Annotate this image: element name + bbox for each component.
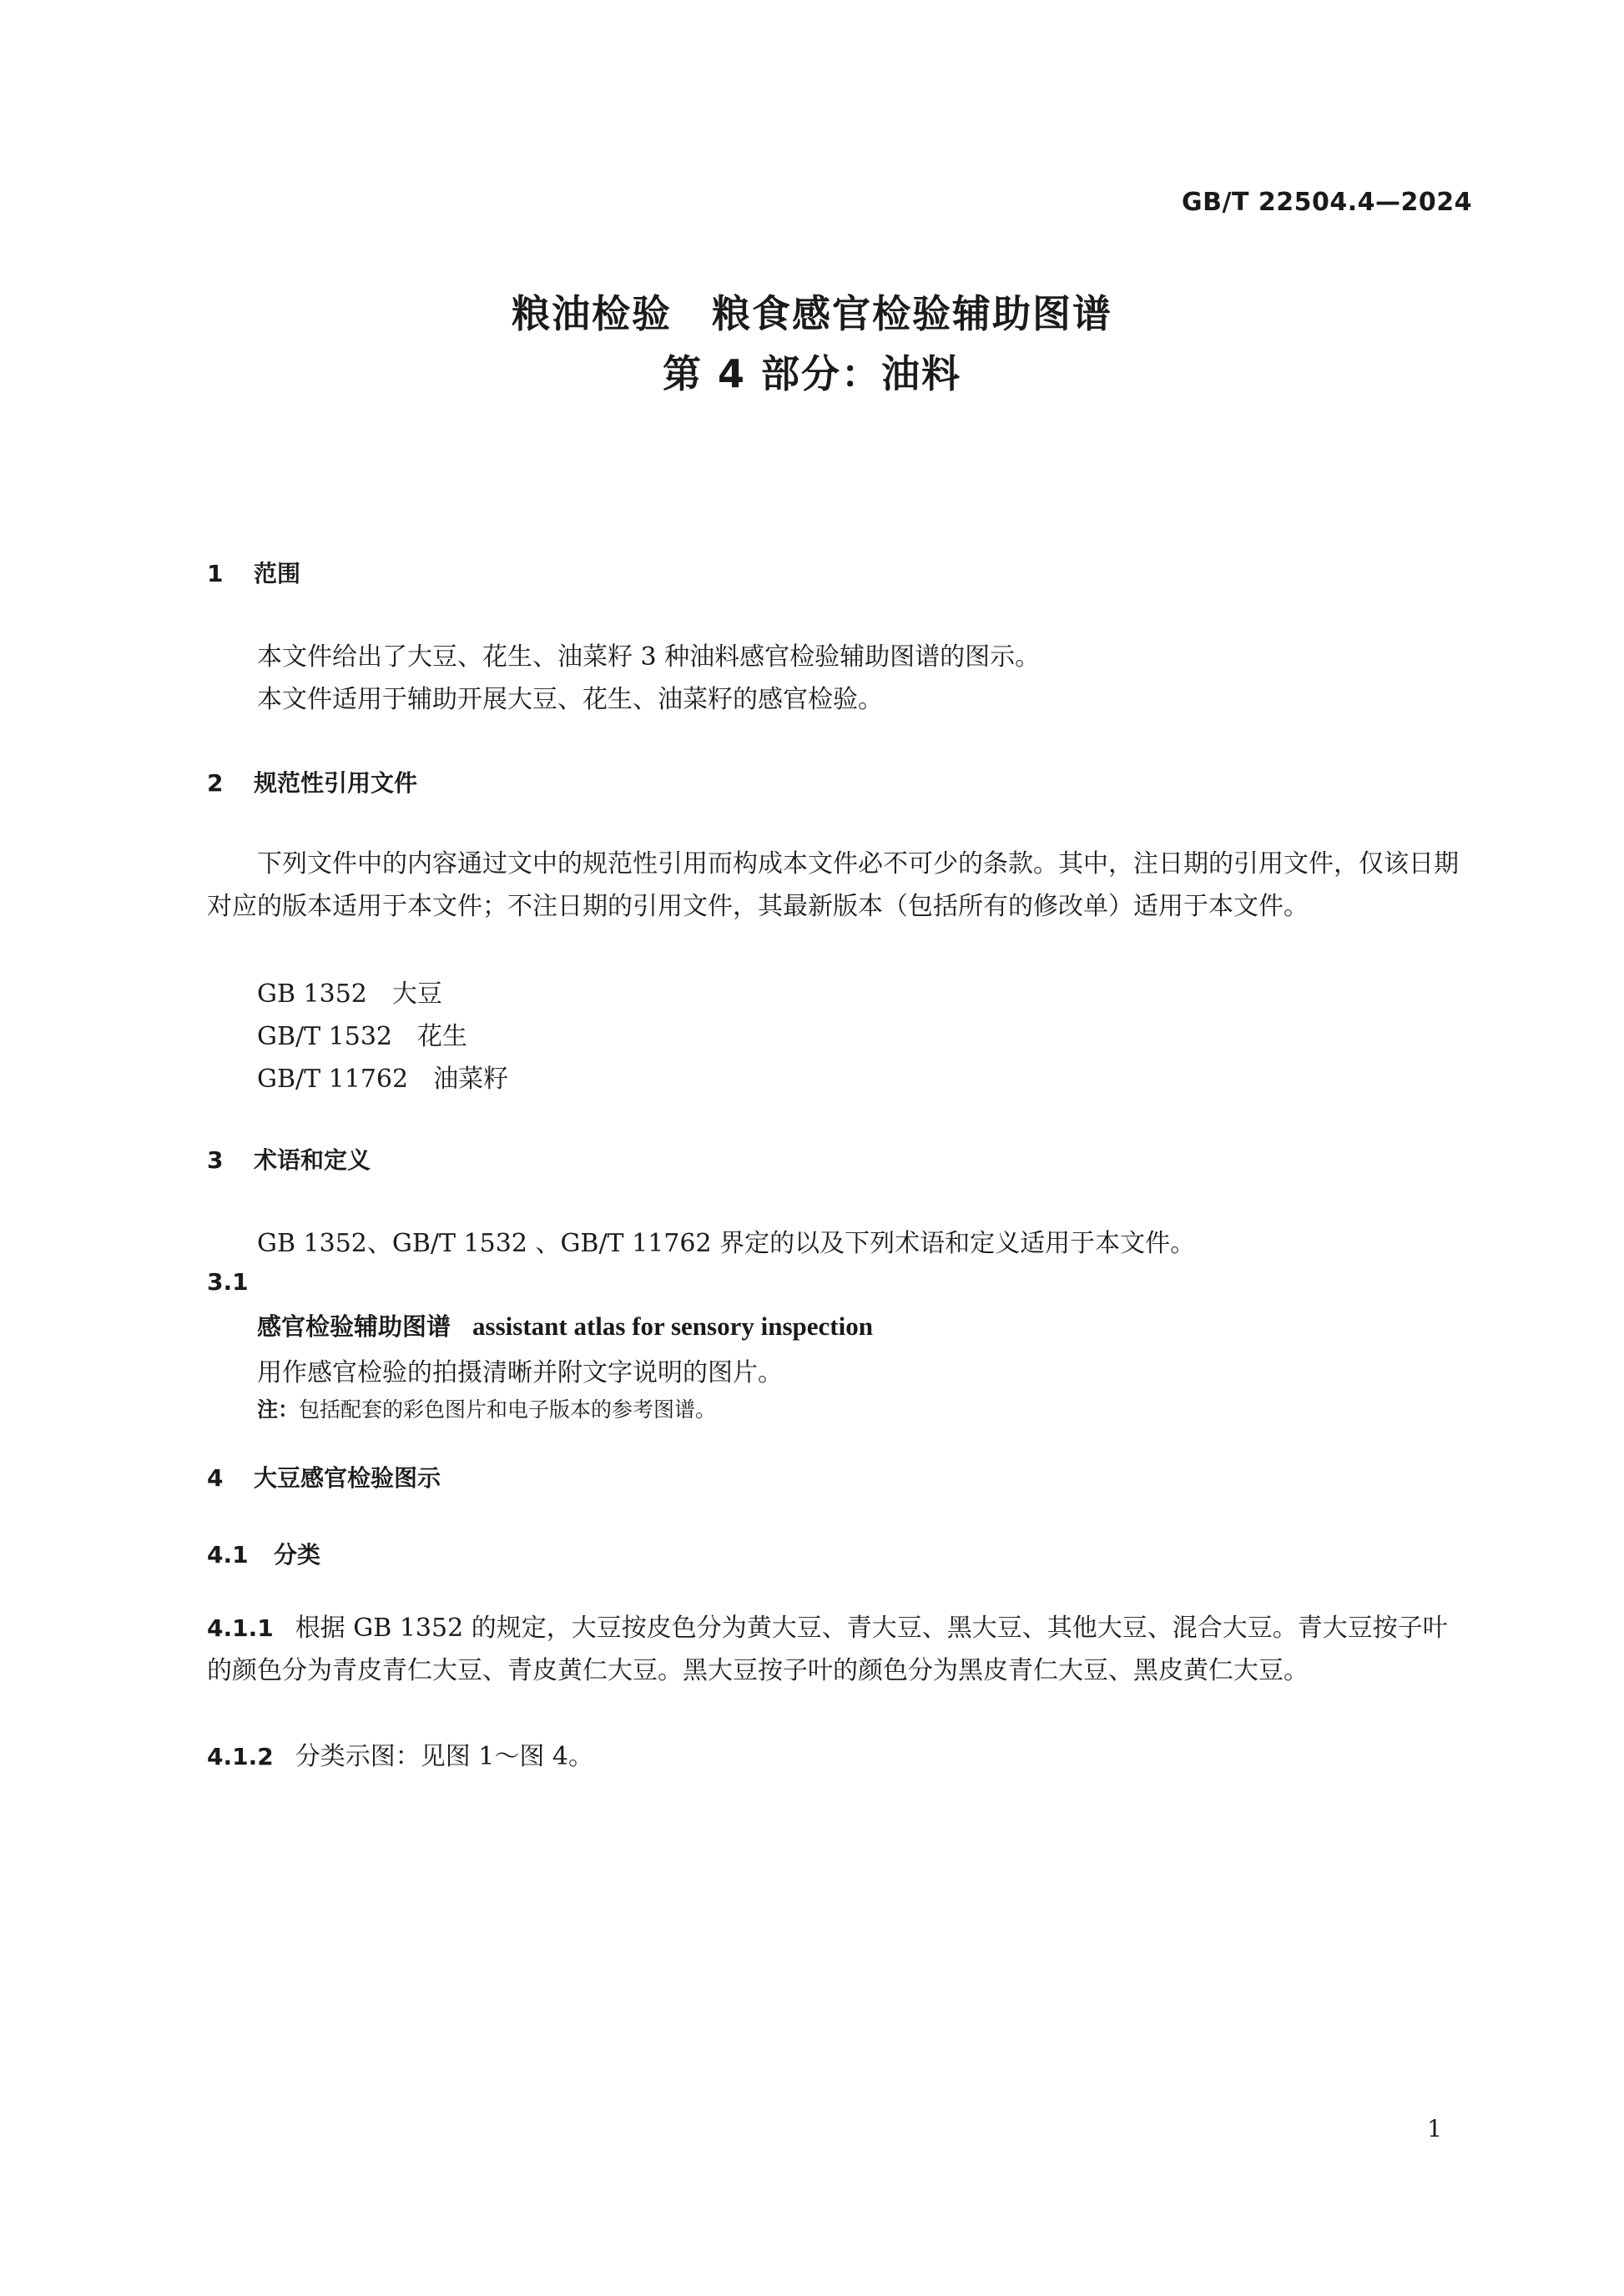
document-title-line1: 粮油检验 粮食感官检验辅助图谱	[512, 291, 1112, 336]
document-title-line2: 第 4 部分：油料	[662, 351, 962, 396]
subsection-number: 4.1	[207, 1541, 249, 1568]
clause-text: 分类示图：见图 1～图 4。	[295, 1742, 593, 1771]
clause-4-1-1	[207, 1607, 1469, 1692]
normative-references-paragraph: 下列文件中的内容通过文中的规范性引用而构成本文件必不可少的条款。其中，注日期的引用文件，仅该日期对应的版本适用于本文件；不注日期的引用文件，其最新版本（包括所有的修改单）适用于本文件。	[207, 849, 1459, 921]
section-number: 2	[207, 769, 224, 797]
term-note	[257, 1393, 716, 1423]
section-title: 范围	[254, 560, 301, 587]
term-definition: 用作感官检验的拍摄清晰并附文字说明的图片。	[257, 1358, 783, 1387]
clause-number: 4.1.1	[207, 1614, 274, 1642]
section-title: 规范性引用文件	[254, 769, 418, 797]
page-number: 1	[1427, 2115, 1442, 2142]
section-number: 3	[207, 1146, 224, 1174]
section-2-heading	[207, 765, 417, 798]
term-number: 3.1	[207, 1268, 249, 1296]
scope-paragraph-2: 本文件适用于辅助开展大豆、花生、油菜籽的感官检验。	[257, 685, 883, 714]
clause-4-1-2	[207, 1735, 1469, 1778]
clause-number: 4.1.2	[207, 1743, 274, 1770]
section-number: 4	[207, 1464, 224, 1492]
section-title: 大豆感官检验图示	[254, 1464, 441, 1492]
section-3-heading	[207, 1142, 371, 1176]
scope-paragraph-1: 本文件给出了大豆、花生、油菜籽 3 种油料感官检验辅助图谱的图示。	[257, 642, 1041, 672]
section-number: 1	[207, 560, 224, 587]
section-4-heading	[207, 1460, 441, 1493]
section-1-heading	[207, 556, 300, 589]
term-chinese: 感官检验辅助图谱	[257, 1312, 451, 1341]
reference-item: GB/T 1532 花生	[257, 1022, 468, 1051]
note-text: 包括配套的彩色图片和电子版本的参考图谱。	[299, 1397, 717, 1422]
note-label: 注：	[257, 1397, 300, 1422]
document-code: GB/T 22504.4—2024	[1182, 188, 1472, 217]
clause-text: 根据 GB 1352 的规定，大豆按皮色分为黄大豆、青大豆、黑大豆、其他大豆、混合大豆。青大豆按子叶的颜色分为青皮青仁大豆、青皮黄仁大豆。黑大豆按子叶的颜色分为黑皮青仁大豆、黑皮黄仁大豆。	[207, 1614, 1448, 1685]
reference-item: GB/T 11762 油菜籽	[257, 1065, 509, 1094]
subsection-title: 分类	[274, 1541, 321, 1568]
subsection-4-1-heading	[207, 1537, 320, 1570]
term-english: assistant atlas for sensory inspection	[472, 1312, 873, 1341]
terms-intro-paragraph: GB 1352、GB/T 1532 、GB/T 11762 界定的以及下列术语和定义适用于本文件。	[257, 1229, 1196, 1258]
section-title: 术语和定义	[254, 1146, 371, 1174]
term-entry	[257, 1308, 873, 1342]
reference-item: GB 1352 大豆	[257, 979, 442, 1009]
